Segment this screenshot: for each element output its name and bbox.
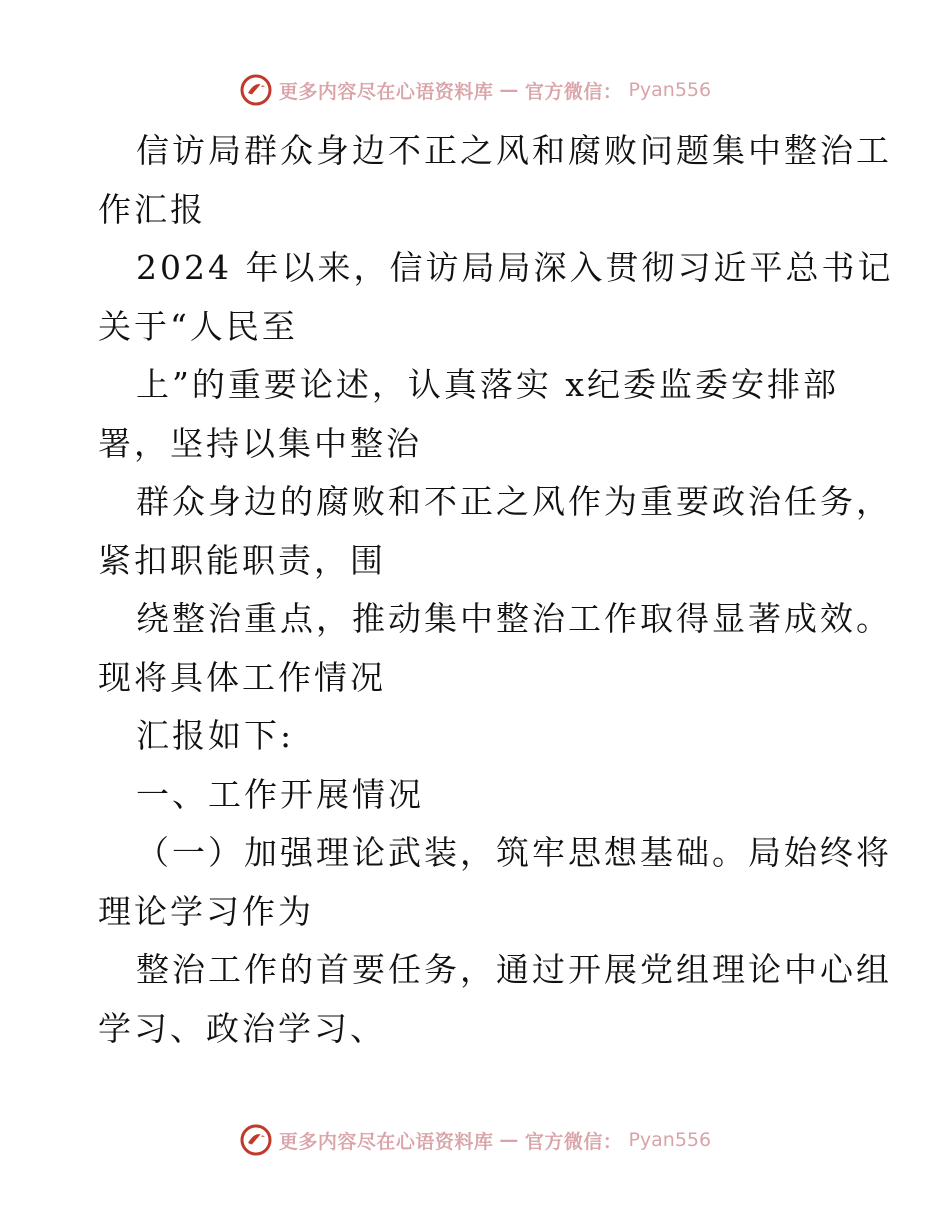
footer-watermark-banner: [0, 1120, 950, 1160]
banner-dash: —: [499, 1129, 519, 1151]
document-line: 群众身边的腐败和不正之风作为重要政治任务，: [136, 482, 892, 521]
document-line: 整治工作的首要任务，通过开展党组理论中心组: [136, 950, 892, 989]
document-line: 关于“人民至: [98, 306, 298, 346]
banner-site-name: 更多内容尽在心语资料库: [278, 1130, 494, 1153]
banner-wechat-id: Pyan556: [628, 1129, 712, 1151]
document-body: [98, 122, 894, 1058]
document-line: 汇报如下:: [136, 716, 295, 755]
banner-content: [239, 73, 711, 107]
document-line: 一、工作开展情况: [136, 774, 424, 814]
document-line: 2024 年以来，信访局局深入贯彻习近平总书记: [136, 248, 894, 287]
document-line: 理论学习作为: [98, 891, 314, 931]
document-line: 学习、政治学习、: [98, 1008, 386, 1048]
banner-content: [239, 1123, 711, 1157]
document-line: （一）加强理论武装，筑牢思想基础。局始终将: [136, 833, 892, 872]
document-line: 绕整治重点，推动集中整治工作取得显著成效。: [136, 599, 892, 638]
banner-site-name: 更多内容尽在心语资料库: [278, 80, 494, 103]
header-watermark-banner: [0, 70, 950, 110]
document-line: 上”的重要论述，认真落实 x纪委监委安排部: [136, 365, 839, 404]
document-line: 现将具体工作情况: [98, 657, 386, 697]
document-line: 信访局群众身边不正之风和腐败问题集中整治工: [136, 131, 892, 170]
red-swirl-logo-icon: [239, 1123, 273, 1157]
red-swirl-logo-icon: [239, 73, 273, 107]
banner-wechat-label: 官方微信：: [524, 80, 623, 103]
banner-wechat-label: 官方微信：: [524, 1130, 623, 1153]
banner-wechat-id: Pyan556: [628, 79, 712, 101]
document-line: 署，坚持以集中整治: [98, 423, 422, 463]
banner-dash: —: [499, 79, 519, 101]
document-line: 作汇报: [98, 189, 206, 229]
document-line: 紧扣职能职责，围: [98, 540, 386, 580]
